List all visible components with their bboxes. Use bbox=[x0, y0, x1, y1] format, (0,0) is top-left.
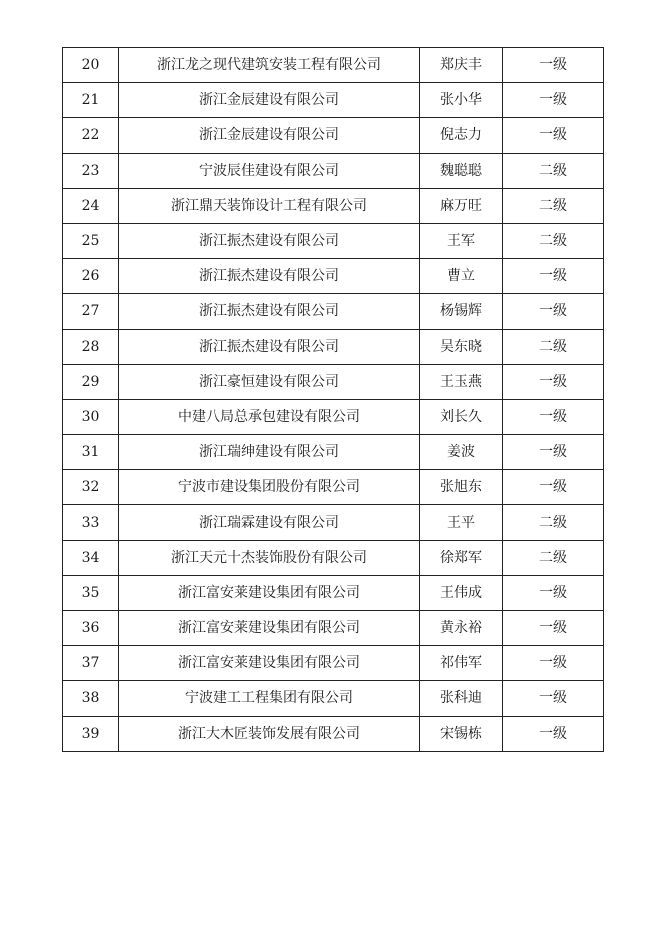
person-name-cell: 郑庆丰 bbox=[420, 48, 503, 83]
row-number-cell: 22 bbox=[63, 118, 119, 153]
person-name-cell: 徐郑军 bbox=[420, 540, 503, 575]
company-name-cell: 浙江瑞绅建设有限公司 bbox=[119, 435, 420, 470]
table-row bbox=[63, 48, 604, 83]
table-row bbox=[63, 575, 604, 610]
grade-level-cell: 二级 bbox=[503, 188, 604, 223]
person-name-cell: 王伟成 bbox=[420, 575, 503, 610]
row-number-cell: 39 bbox=[63, 716, 119, 751]
grade-level-cell: 二级 bbox=[503, 540, 604, 575]
grade-level-cell: 一级 bbox=[503, 83, 604, 118]
person-name-cell: 杨锡辉 bbox=[420, 294, 503, 329]
grade-level-cell: 一级 bbox=[503, 716, 604, 751]
grade-level-cell: 一级 bbox=[503, 48, 604, 83]
row-number-cell: 33 bbox=[63, 505, 119, 540]
table-row bbox=[63, 470, 604, 505]
table-row bbox=[63, 505, 604, 540]
grade-level-cell: 一级 bbox=[503, 435, 604, 470]
table-row bbox=[63, 223, 604, 258]
row-number-cell: 30 bbox=[63, 399, 119, 434]
person-name-cell: 吴东晓 bbox=[420, 329, 503, 364]
row-number-cell: 38 bbox=[63, 681, 119, 716]
table-row bbox=[63, 188, 604, 223]
row-number-cell: 24 bbox=[63, 188, 119, 223]
person-name-cell: 王军 bbox=[420, 223, 503, 258]
grade-level-cell: 一级 bbox=[503, 681, 604, 716]
grade-level-cell: 二级 bbox=[503, 505, 604, 540]
personnel-table bbox=[62, 47, 604, 752]
personnel-table-body bbox=[63, 48, 604, 752]
company-name-cell: 浙江振杰建设有限公司 bbox=[119, 259, 420, 294]
grade-level-cell: 二级 bbox=[503, 153, 604, 188]
table-row bbox=[63, 646, 604, 681]
person-name-cell: 宋锡栋 bbox=[420, 716, 503, 751]
table-row bbox=[63, 329, 604, 364]
person-name-cell: 王玉燕 bbox=[420, 364, 503, 399]
person-name-cell: 张科迪 bbox=[420, 681, 503, 716]
company-name-cell: 浙江富安莱建设集团有限公司 bbox=[119, 646, 420, 681]
company-name-cell: 浙江金辰建设有限公司 bbox=[119, 118, 420, 153]
grade-level-cell: 二级 bbox=[503, 329, 604, 364]
row-number-cell: 23 bbox=[63, 153, 119, 188]
row-number-cell: 28 bbox=[63, 329, 119, 364]
row-number-cell: 34 bbox=[63, 540, 119, 575]
company-name-cell: 浙江振杰建设有限公司 bbox=[119, 223, 420, 258]
table-row bbox=[63, 259, 604, 294]
company-name-cell: 宁波辰佳建设有限公司 bbox=[119, 153, 420, 188]
person-name-cell: 姜波 bbox=[420, 435, 503, 470]
row-number-cell: 36 bbox=[63, 611, 119, 646]
person-name-cell: 王平 bbox=[420, 505, 503, 540]
table-row bbox=[63, 153, 604, 188]
company-name-cell: 浙江富安莱建设集团有限公司 bbox=[119, 611, 420, 646]
company-name-cell: 浙江豪恒建设有限公司 bbox=[119, 364, 420, 399]
company-name-cell: 宁波市建设集团股份有限公司 bbox=[119, 470, 420, 505]
person-name-cell: 倪志力 bbox=[420, 118, 503, 153]
row-number-cell: 37 bbox=[63, 646, 119, 681]
grade-level-cell: 一级 bbox=[503, 364, 604, 399]
table-row bbox=[63, 540, 604, 575]
person-name-cell: 张旭东 bbox=[420, 470, 503, 505]
person-name-cell: 麻万旺 bbox=[420, 188, 503, 223]
table-row bbox=[63, 83, 604, 118]
table-row bbox=[63, 435, 604, 470]
person-name-cell: 刘长久 bbox=[420, 399, 503, 434]
company-name-cell: 宁波建工工程集团有限公司 bbox=[119, 681, 420, 716]
row-number-cell: 27 bbox=[63, 294, 119, 329]
row-number-cell: 25 bbox=[63, 223, 119, 258]
grade-level-cell: 二级 bbox=[503, 223, 604, 258]
grade-level-cell: 一级 bbox=[503, 646, 604, 681]
company-name-cell: 浙江富安莱建设集团有限公司 bbox=[119, 575, 420, 610]
company-name-cell: 浙江大木匠装饰发展有限公司 bbox=[119, 716, 420, 751]
table-row bbox=[63, 364, 604, 399]
table-row bbox=[63, 399, 604, 434]
company-name-cell: 浙江振杰建设有限公司 bbox=[119, 329, 420, 364]
company-name-cell: 浙江金辰建设有限公司 bbox=[119, 83, 420, 118]
company-name-cell: 中建八局总承包建设有限公司 bbox=[119, 399, 420, 434]
row-number-cell: 31 bbox=[63, 435, 119, 470]
table-row bbox=[63, 716, 604, 751]
grade-level-cell: 一级 bbox=[503, 575, 604, 610]
grade-level-cell: 一级 bbox=[503, 470, 604, 505]
row-number-cell: 20 bbox=[63, 48, 119, 83]
person-name-cell: 曹立 bbox=[420, 259, 503, 294]
person-name-cell: 黄永裕 bbox=[420, 611, 503, 646]
row-number-cell: 21 bbox=[63, 83, 119, 118]
grade-level-cell: 一级 bbox=[503, 399, 604, 434]
company-name-cell: 浙江龙之现代建筑安装工程有限公司 bbox=[119, 48, 420, 83]
person-name-cell: 张小华 bbox=[420, 83, 503, 118]
table-row bbox=[63, 611, 604, 646]
person-name-cell: 祁伟军 bbox=[420, 646, 503, 681]
row-number-cell: 35 bbox=[63, 575, 119, 610]
table-row bbox=[63, 681, 604, 716]
row-number-cell: 29 bbox=[63, 364, 119, 399]
company-name-cell: 浙江鼎天装饰设计工程有限公司 bbox=[119, 188, 420, 223]
grade-level-cell: 一级 bbox=[503, 118, 604, 153]
grade-level-cell: 一级 bbox=[503, 259, 604, 294]
row-number-cell: 26 bbox=[63, 259, 119, 294]
table-row bbox=[63, 294, 604, 329]
row-number-cell: 32 bbox=[63, 470, 119, 505]
grade-level-cell: 一级 bbox=[503, 294, 604, 329]
person-name-cell: 魏聪聪 bbox=[420, 153, 503, 188]
grade-level-cell: 一级 bbox=[503, 611, 604, 646]
company-name-cell: 浙江瑞霖建设有限公司 bbox=[119, 505, 420, 540]
table-row bbox=[63, 118, 604, 153]
company-name-cell: 浙江天元十杰装饰股份有限公司 bbox=[119, 540, 420, 575]
company-name-cell: 浙江振杰建设有限公司 bbox=[119, 294, 420, 329]
